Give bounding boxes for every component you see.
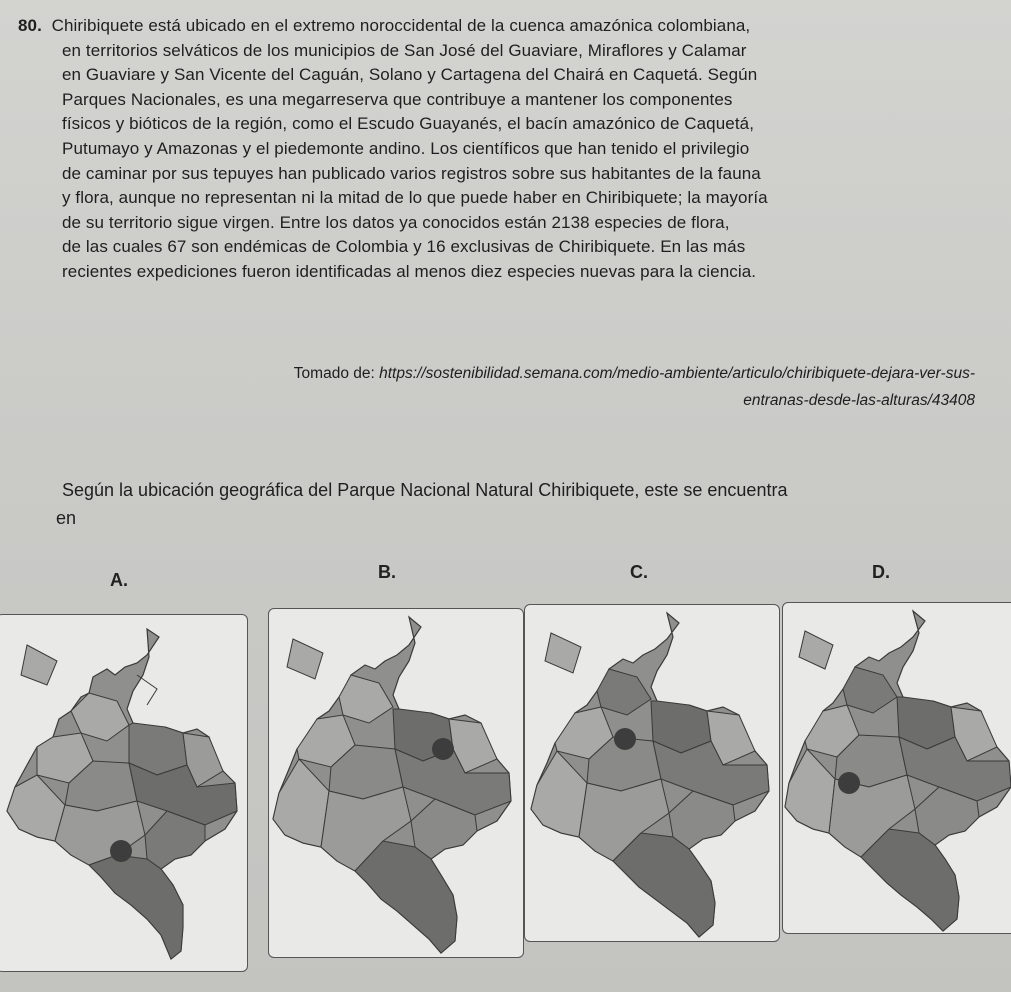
option-a-label[interactable]: A. [110,570,128,590]
question-number: 80. [18,16,42,35]
option-c-label[interactable]: C. [630,562,648,582]
chiribiquete-marker [614,728,636,750]
colombia-map-b [269,609,523,957]
question-text [18,14,973,285]
question-line: de su territorio sigue virgen. Entre los datos ya conocidos están 2138 especies de flora, [62,212,730,232]
option-a-map[interactable] [0,614,248,972]
map-regions [531,613,769,937]
source-url-line1: https://sostenibilidad.semana.com/medio-ambiente/articulo/chiribiquete-dejara-ver-sus- [379,365,975,382]
question-line: y flora, aunque no representan ni la mitad de lo que puede haber en Chiribiquete; la mayoría [62,188,768,208]
chiribiquete-marker [838,772,860,794]
prompt-line1: Según la ubicación geográfica del Parque Nacional Natural Chiribiquete, este se encuentra [62,480,788,500]
question-line: de las cuales 67 son endémicas de Colombia y 16 exclusivas de Chiribiquete. En las más [62,237,746,257]
colombia-map-a [0,615,247,971]
source-url-line2: entranas-desde-las-alturas/43408 [743,392,975,409]
colombia-map-d [783,603,1011,933]
source-citation [0,360,975,414]
map-regions [785,611,1011,931]
question-line: Putumayo y Amazonas y el piedemonte andino. Los científicos que han tenido el privilegio [62,138,750,158]
option-d-label[interactable]: D. [872,562,890,582]
chiribiquete-marker [110,840,132,862]
question-line: en territorios selváticos de los municipios de San José del Guaviare, Miraflores y Calamar [62,40,747,60]
option-b-label[interactable]: B. [378,562,396,582]
colombia-map-c [525,605,779,941]
map-regions [273,617,511,953]
question-line: recientes expediciones fueron identificadas al menos diez especies nuevas para la ciencia. [62,261,757,281]
question-line: físicos y bióticos de la región, como el Escudo Guayanés, el bacín amazónico de Caquetá, [62,114,755,134]
prompt-line2: en [56,508,77,528]
question-line: Parques Nacionales, es una megarreserva que contribuye a mantener los componentes [62,89,733,109]
map-regions [7,629,237,959]
question-prompt [56,476,982,532]
question-line: Chiribiquete está ubicado en el extremo noroccidental de la cuenca amazónica colombiana, [51,16,751,35]
chiribiquete-marker [432,738,454,760]
option-d-map[interactable] [782,602,1011,934]
source-label: Tomado de: [293,365,380,382]
question-line: de caminar por sus tepuyes han publicado varios registros sobre sus habitantes de la fauna [62,163,761,183]
question-line: en Guaviare y San Vicente del Caguán, Solano y Cartagena del Chairá en Caquetá. Según [62,65,758,85]
option-b-map[interactable] [268,608,524,958]
option-c-map[interactable] [524,604,780,942]
